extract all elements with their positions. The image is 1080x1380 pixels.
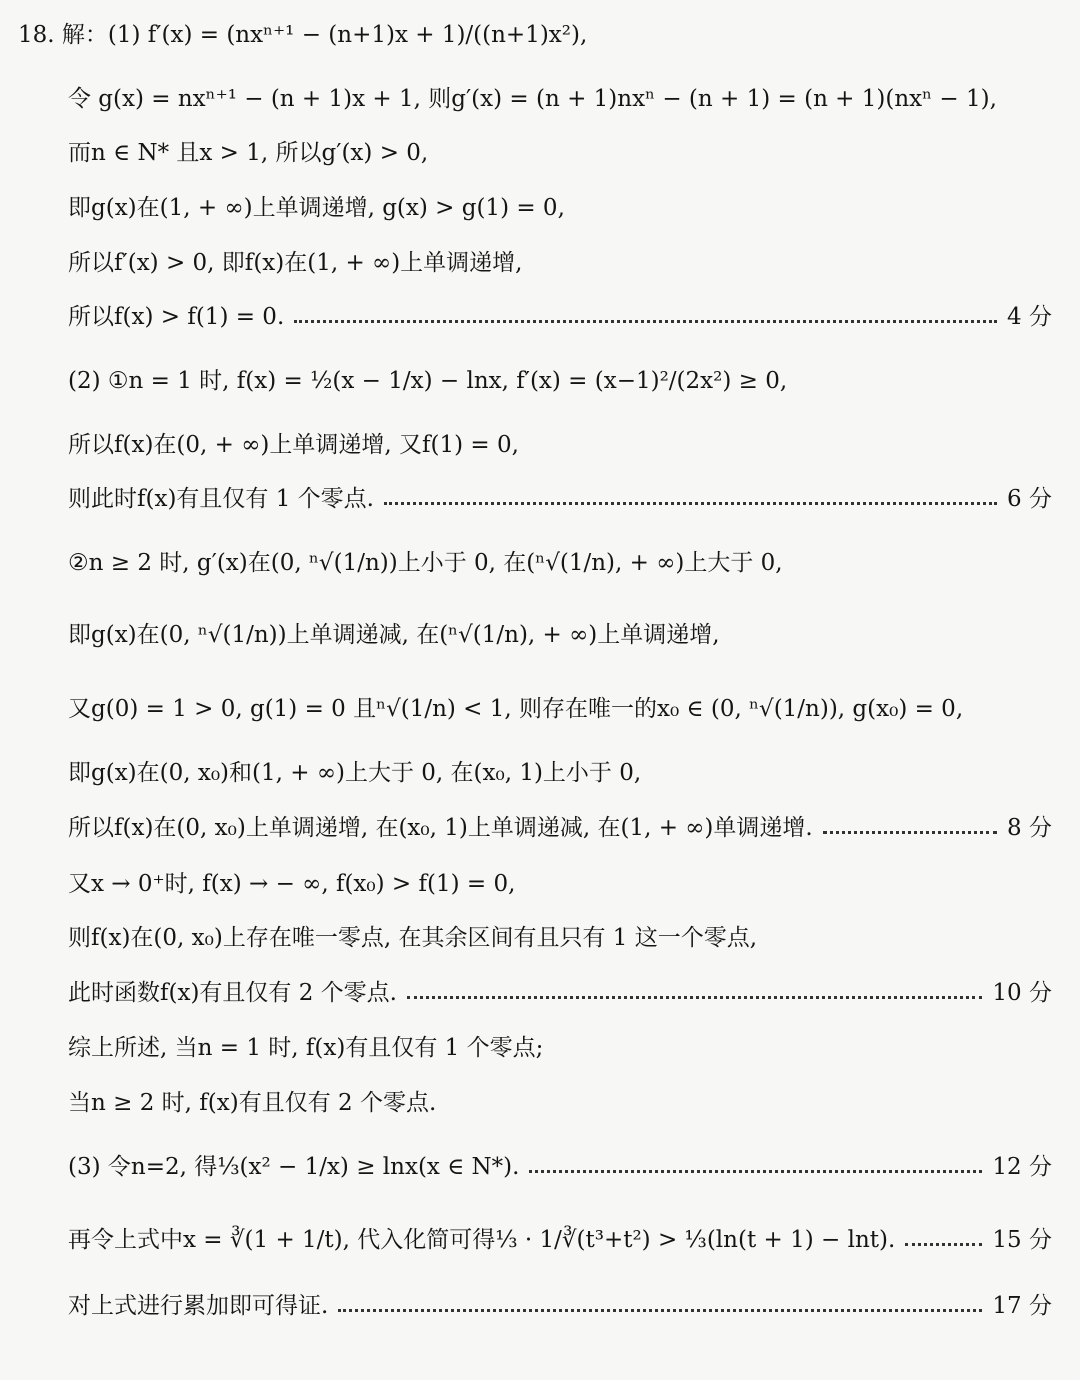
line-text: 而n ∈ N* 且x > 1, 所以g′(x) > 0, <box>68 140 429 166</box>
line-text: 令 g(x) = nxⁿ⁺¹ − (n + 1)x + 1, 则g′(x) = (n + 1)nxⁿ − (n + 1) = (n + 1)(nxⁿ − 1), <box>68 86 997 112</box>
line-text: 所以f′(x) > 0, 即f(x)在(1, + ∞)上单调递增, <box>68 250 523 276</box>
line-text: 即g(x)在(1, + ∞)上单调递增, g(x) > g(1) = 0, <box>68 195 565 221</box>
solution-line-20 <box>68 1152 1052 1182</box>
solution-line-13 <box>68 758 1052 788</box>
dot-leader <box>529 1170 982 1173</box>
solution-line-14 <box>68 813 1052 843</box>
solution-line-5 <box>68 248 1052 278</box>
dot-leader <box>294 320 997 323</box>
line-text: (2) ①n = 1 时, f(x) = ½(x − 1/x) − lnx, f′(x) = (x−1)²/(2x²) ≥ 0, <box>68 368 788 394</box>
score-label: 12 分 <box>992 1154 1052 1180</box>
line-text: 即g(x)在(0, x₀)和(1, + ∞)上大于 0, 在(x₀, 1)上小于 0, <box>68 760 642 786</box>
solution-line-21 <box>68 1225 1052 1255</box>
dot-leader <box>407 996 982 999</box>
dot-leader <box>338 1309 982 1312</box>
line-text: 即g(x)在(0, ⁿ√(1/n))上单调递减, 在(ⁿ√(1/n), + ∞)上单调递增, <box>68 622 720 648</box>
solution-line-19 <box>68 1088 1052 1118</box>
solution-line-12 <box>68 694 1052 724</box>
line-text: 则f(x)在(0, x₀)上存在唯一零点, 在其余区间有且只有 1 这一个零点, <box>68 925 758 951</box>
line-text: 又x → 0⁺时, f(x) → − ∞, f(x₀) > f(1) = 0, <box>68 871 516 897</box>
solution-line-22 <box>68 1291 1052 1321</box>
solution-line-4 <box>68 193 1052 223</box>
score-label: 15 分 <box>992 1227 1052 1253</box>
dot-leader <box>823 831 997 834</box>
solution-line-3 <box>68 138 1052 168</box>
solution-line-6 <box>68 302 1052 332</box>
solution-line-8 <box>68 430 1052 460</box>
line-text: 所以f(x)在(0, + ∞)上单调递增, 又f(1) = 0, <box>68 432 519 458</box>
line-text: 此时函数f(x)有且仅有 2 个零点. <box>68 980 397 1006</box>
solution-line-15 <box>68 869 1052 899</box>
solution-line-11 <box>68 620 1052 650</box>
line-text: 综上所述, 当n = 1 时, f(x)有且仅有 1 个零点; <box>68 1035 544 1061</box>
solution-line-10 <box>68 548 1052 578</box>
line-text: 则此时f(x)有且仅有 1 个零点. <box>68 486 374 512</box>
score-label: 8 分 <box>1007 815 1052 841</box>
line-text: 所以f(x) > f(1) = 0. <box>68 304 285 330</box>
solution-line-1 <box>18 20 1052 50</box>
score-label: 17 分 <box>992 1293 1052 1319</box>
score-label: 10 分 <box>992 980 1052 1006</box>
solution-line-16 <box>68 923 1052 953</box>
line-text: ②n ≥ 2 时, g′(x)在(0, ⁿ√(1/n))上小于 0, 在(ⁿ√(1/n), + ∞)上大于 0, <box>68 550 783 576</box>
line-text: 又g(0) = 1 > 0, g(1) = 0 且ⁿ√(1/n) < 1, 则存在唯一的x₀ ∈ (0, ⁿ√(1/n)), g(x₀) = 0, <box>68 696 964 722</box>
line-text: 当n ≥ 2 时, f(x)有且仅有 2 个零点. <box>68 1090 437 1116</box>
line-text: 18. 解：(1) f′(x) = (nxⁿ⁺¹ − (n+1)x + 1)/((n+1)x²), <box>18 22 588 48</box>
score-label: 4 分 <box>1007 304 1052 330</box>
solution-line-7 <box>68 366 1052 396</box>
solution-line-9 <box>68 484 1052 514</box>
line-text: 对上式进行累加即可得证. <box>68 1293 329 1319</box>
line-text: 再令上式中x = ∛(1 + 1/t), 代入化简可得⅓ · 1/∛(t³+t²) > ⅓(ln(t + 1) − lnt). <box>68 1227 896 1253</box>
line-text: (3) 令n=2, 得⅓(x² − 1/x) ≥ lnx(x ∈ N*). <box>68 1154 520 1180</box>
solution-line-2 <box>68 84 1052 114</box>
solution-line-17 <box>68 978 1052 1008</box>
dot-leader <box>905 1243 982 1246</box>
dot-leader <box>384 502 997 505</box>
solution-line-18 <box>68 1033 1052 1063</box>
line-text: 所以f(x)在(0, x₀)上单调递增, 在(x₀, 1)上单调递减, 在(1, + ∞)单调递增. <box>68 815 813 841</box>
score-label: 6 分 <box>1007 486 1052 512</box>
